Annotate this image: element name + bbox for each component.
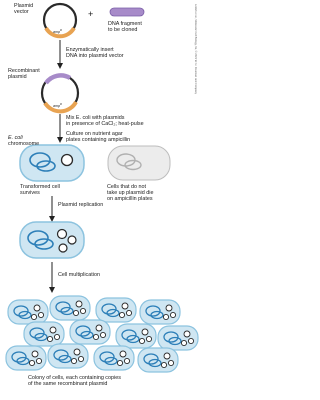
- ecoli-chromosome-label: E. coli chromosome: [8, 135, 40, 148]
- colony-cell: [96, 298, 136, 322]
- dna-fragment: [110, 8, 144, 16]
- colony-cell: [8, 300, 48, 324]
- colony-cell: [6, 346, 46, 370]
- dna-fragment-label: DNA fragment to be cloned: [108, 21, 142, 34]
- colony-cell: [158, 326, 198, 350]
- amp-r-label-2: amp$^R$: [53, 103, 62, 109]
- colony-cell: [138, 348, 178, 372]
- recombinant-plasmid-label: Recombinant plasmid: [8, 68, 40, 81]
- colony-cell: [116, 324, 156, 348]
- colony-cell: [94, 346, 134, 370]
- colony-cell: [48, 344, 88, 368]
- step-insert-label: Enzymatically insert DNA into plasmid vector: [66, 47, 124, 60]
- transformed-cell-label: Transformed cell survives: [20, 184, 60, 197]
- cells-die-label: Cells that do not take up plasmid die on ampicillin plates: [107, 184, 154, 203]
- step-replication-label: Plasmid replication: [58, 202, 104, 208]
- colony-cell: [50, 296, 90, 320]
- colony: [6, 296, 198, 372]
- transformed-cell: [20, 145, 84, 181]
- step-mix-label: Mix E. coli with plasmids in presence of CaCl₂; heat-pulse: [66, 115, 144, 128]
- step-culture-label: Culture on nutrient agar plates containing ampicillin: [66, 131, 131, 144]
- colony-label: Colony of cells, each containing copies of the same recombinant plasmid: [28, 375, 121, 388]
- colony-cell: [70, 320, 110, 344]
- replicated-cell: [20, 222, 84, 258]
- plasmid-vector-label: Plasmid vector: [14, 3, 34, 16]
- colony-cell: [140, 300, 180, 324]
- amp-r-label-1: amp$^R$: [53, 29, 62, 35]
- colony-cell: [24, 322, 64, 346]
- dead-cell: [108, 146, 170, 180]
- step-multiplication-label: Cell multiplication: [58, 272, 100, 278]
- credit-text: Lodish et al., Molecular Cell Biology, 9e, © 2021 W. H. Freeman and Company: [194, 4, 197, 95]
- plus-sign: +: [88, 9, 94, 19]
